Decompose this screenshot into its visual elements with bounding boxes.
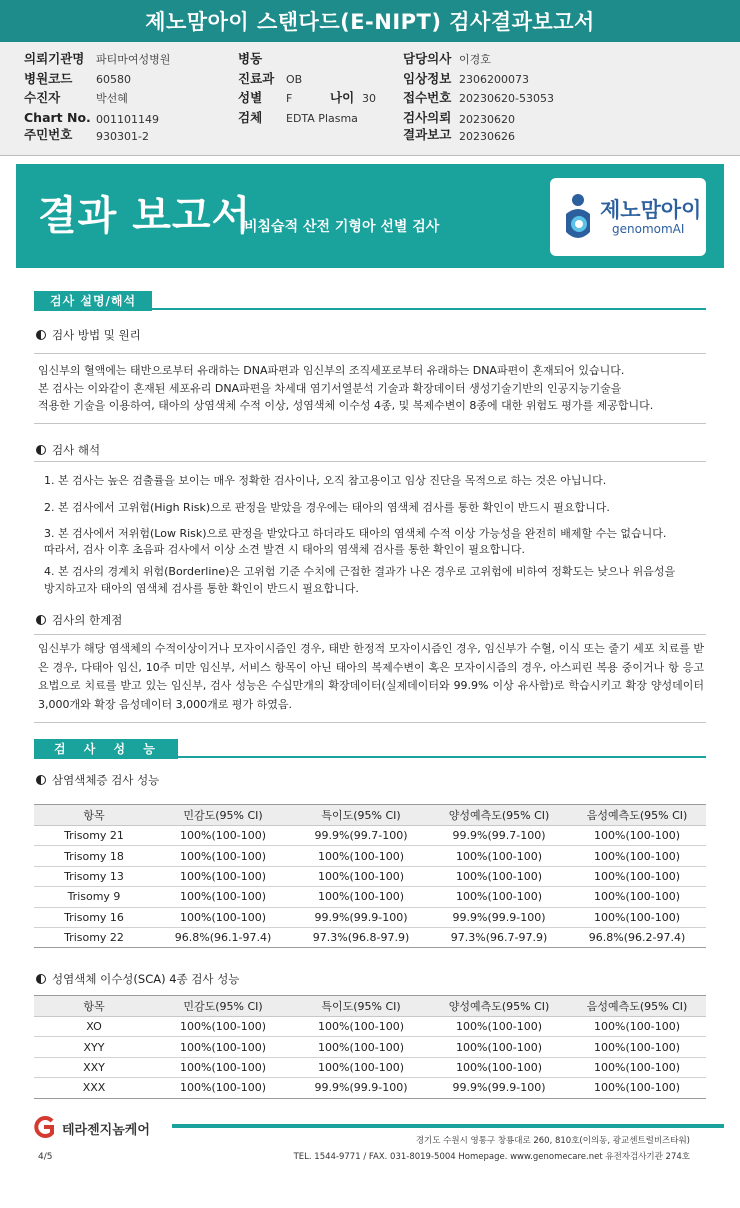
column-header: 항목 bbox=[34, 996, 154, 1017]
table-cell: 100%(100-100) bbox=[292, 846, 430, 866]
info-value: 30 bbox=[362, 92, 376, 105]
table-cell: 100%(100-100) bbox=[154, 846, 292, 866]
table-cell: 100%(100-100) bbox=[154, 1017, 292, 1037]
footer-divider bbox=[172, 1124, 724, 1128]
info-value: 2306200073 bbox=[459, 73, 529, 86]
logo-text-en: genomomAI bbox=[612, 222, 685, 236]
info-value: 60580 bbox=[96, 73, 131, 86]
report-title-bar bbox=[0, 0, 740, 42]
table-row bbox=[34, 826, 706, 846]
table-cell: 100%(100-100) bbox=[292, 1037, 430, 1057]
table-cell: 100%(100-100) bbox=[568, 866, 706, 886]
info-label: 담당의사 bbox=[403, 51, 452, 66]
info-value: OB bbox=[286, 73, 303, 86]
table-cell: 100%(100-100) bbox=[568, 1078, 706, 1098]
info-value: 20230626 bbox=[459, 130, 515, 143]
genomom-logo bbox=[550, 178, 706, 256]
table-cell: XXX bbox=[34, 1078, 154, 1098]
method-paragraph bbox=[38, 362, 708, 415]
table-cell: 100%(100-100) bbox=[292, 1017, 430, 1037]
table-cell: XYY bbox=[34, 1037, 154, 1057]
table-cell: Trisomy 13 bbox=[34, 866, 154, 886]
sca-performance-table bbox=[34, 995, 706, 1099]
subtitle-text: 삼염색체증 검사 성능 bbox=[52, 773, 160, 787]
table-cell: 100%(100-100) bbox=[154, 1078, 292, 1098]
column-header: 특이도(95% CI) bbox=[292, 805, 430, 826]
method-subtitle bbox=[36, 327, 141, 343]
result-banner bbox=[16, 164, 724, 268]
table-cell: 100%(100-100) bbox=[568, 846, 706, 866]
table-cell: 100%(100-100) bbox=[430, 846, 568, 866]
info-label: 수진자 bbox=[24, 90, 61, 105]
table-cell: 100%(100-100) bbox=[154, 826, 292, 846]
table-cell: 100%(100-100) bbox=[154, 866, 292, 886]
table-cell: 99.9%(99.9-100) bbox=[430, 907, 568, 927]
info-label: 검사의뢰 bbox=[403, 110, 452, 125]
table-cell: 100%(100-100) bbox=[430, 887, 568, 907]
info-label: 결과보고 bbox=[403, 127, 452, 142]
divider bbox=[34, 722, 706, 723]
info-value: 박선혜 bbox=[96, 92, 128, 105]
table-cell: 97.3%(96.8-97.9) bbox=[292, 927, 430, 947]
column-header: 항목 bbox=[34, 805, 154, 826]
divider bbox=[34, 461, 706, 462]
banner-subtitle: 비침습적 산전 기형아 선별 검사 bbox=[244, 219, 440, 235]
company-name: 테라젠지놈케어 bbox=[62, 1123, 150, 1138]
table-cell: XXY bbox=[34, 1057, 154, 1077]
table-cell: 100%(100-100) bbox=[292, 866, 430, 886]
table-cell: 100%(100-100) bbox=[568, 1037, 706, 1057]
table-cell: Trisomy 21 bbox=[34, 826, 154, 846]
interpretation-subtitle bbox=[36, 442, 100, 458]
section-explanation-heading bbox=[34, 290, 706, 310]
info-label: 주민번호 bbox=[24, 127, 73, 142]
table-cell: 96.8%(96.1-97.4) bbox=[154, 927, 292, 947]
info-label: 나이 bbox=[330, 90, 355, 105]
trisomy-subtitle bbox=[36, 772, 159, 788]
half-circle-icon bbox=[36, 445, 46, 455]
info-value: 이경호 bbox=[459, 53, 491, 66]
list-item: 3. 본 검사에서 저위험(Low Risk)으로 판정을 받았다고 하더라도 태아의 염색체 수적 이상 가능성을 완전히 배제할 수는 없습니다. bbox=[44, 527, 667, 540]
half-circle-icon bbox=[36, 974, 46, 984]
table-row bbox=[34, 866, 706, 886]
table-row bbox=[34, 846, 706, 866]
table-row bbox=[34, 927, 706, 947]
trisomy-performance-table bbox=[34, 804, 706, 948]
table-cell: 99.9%(99.9-100) bbox=[430, 1078, 568, 1098]
half-circle-icon bbox=[36, 615, 46, 625]
company-logo-icon bbox=[32, 1116, 58, 1138]
table-row bbox=[34, 907, 706, 927]
table-cell: Trisomy 18 bbox=[34, 846, 154, 866]
table-cell: 100%(100-100) bbox=[568, 907, 706, 927]
list-item: 따라서, 검사 이후 초음파 검사에서 이상 소견 발견 시 태아의 염색체 검사를 통한 확인이 필요합니다. bbox=[44, 543, 525, 556]
page-number: 4/5 bbox=[38, 1152, 53, 1162]
table-header-row bbox=[34, 805, 706, 826]
table-cell: 96.8%(96.2-97.4) bbox=[568, 927, 706, 947]
info-label: 진료과 bbox=[238, 71, 275, 86]
info-value: EDTA Plasma bbox=[286, 112, 358, 125]
subtitle-text: 검사의 한계점 bbox=[52, 613, 123, 627]
info-label: 임상정보 bbox=[403, 71, 452, 86]
half-circle-icon bbox=[36, 775, 46, 785]
table-cell: 100%(100-100) bbox=[568, 826, 706, 846]
sca-subtitle bbox=[36, 971, 239, 987]
table-header-row bbox=[34, 996, 706, 1017]
divider bbox=[34, 634, 706, 635]
table-cell: 100%(100-100) bbox=[292, 887, 430, 907]
section-heading-label: 검사 설명/해석 bbox=[34, 291, 152, 311]
column-header: 민감도(95% CI) bbox=[154, 805, 292, 826]
table-cell: Trisomy 16 bbox=[34, 907, 154, 927]
table-cell: 100%(100-100) bbox=[430, 1017, 568, 1037]
info-label: 검체 bbox=[238, 110, 263, 125]
table-cell: 100%(100-100) bbox=[154, 907, 292, 927]
info-value: 20230620 bbox=[459, 113, 515, 126]
table-cell: 99.9%(99.9-100) bbox=[292, 1078, 430, 1098]
section-performance-heading bbox=[34, 738, 706, 758]
paragraph-line: 본 검사는 이와같이 혼재된 세포유리 DNA파편을 차세대 염기서열분석 기술과 확장데이터 생성기술기반의 인공지능기술을 bbox=[38, 381, 622, 395]
table-row bbox=[34, 1057, 706, 1077]
info-value: 파티마여성병원 bbox=[96, 53, 171, 66]
divider bbox=[34, 423, 706, 424]
divider bbox=[34, 353, 706, 354]
table-cell: 100%(100-100) bbox=[154, 887, 292, 907]
info-label: Chart No. bbox=[24, 110, 91, 125]
info-label: 접수번호 bbox=[403, 90, 452, 105]
table-cell: 100%(100-100) bbox=[430, 1057, 568, 1077]
info-value: 20230620-53053 bbox=[459, 92, 554, 105]
logo-text-ko: 제노맘아이 bbox=[600, 198, 702, 222]
list-item: 4. 본 검사의 경계치 위험(Borderline)은 고위험 기준 수치에 근접한 결과가 나온 경우로 고위험에 비하여 정확도는 낮으나 위음성을 bbox=[44, 565, 676, 578]
table-cell: 99.9%(99.9-100) bbox=[292, 907, 430, 927]
patient-info-panel bbox=[0, 42, 740, 156]
table-row bbox=[34, 1078, 706, 1098]
paragraph-line: 임신부의 혈액에는 태반으로부터 유래하는 DNA파편과 임신부의 조직세포로부터 유래하는 DNA파편이 혼재되어 있습니다. bbox=[38, 364, 625, 377]
table-cell: Trisomy 22 bbox=[34, 927, 154, 947]
footer-address: 경기도 수원시 영통구 창룡대로 260, 810호(이의동, 광교센트럴비즈타워) bbox=[415, 1136, 690, 1146]
table-row bbox=[34, 1017, 706, 1037]
table-cell: 99.9%(99.7-100) bbox=[292, 826, 430, 846]
info-value: 930301-2 bbox=[96, 130, 149, 143]
table-cell: 100%(100-100) bbox=[292, 1057, 430, 1077]
table-cell: 100%(100-100) bbox=[430, 1037, 568, 1057]
banner-title: 결과 보고서 bbox=[38, 193, 252, 239]
column-header: 민감도(95% CI) bbox=[154, 996, 292, 1017]
table-row bbox=[34, 1037, 706, 1057]
footer-contact: TEL. 1544-9771 / FAX. 031-8019-5004 Homepage. www.genomecare.net 유전자검사기관 274호 bbox=[293, 1152, 690, 1162]
table-row bbox=[34, 887, 706, 907]
table-cell: 100%(100-100) bbox=[568, 1057, 706, 1077]
list-item: 방지하고자 태아의 염색체 검사를 통한 확인이 반드시 필요합니다. bbox=[44, 582, 359, 595]
column-header: 양성예측도(95% CI) bbox=[430, 805, 568, 826]
table-cell: 100%(100-100) bbox=[568, 887, 706, 907]
column-header: 양성예측도(95% CI) bbox=[430, 996, 568, 1017]
table-cell: 100%(100-100) bbox=[430, 866, 568, 886]
table-cell: XO bbox=[34, 1017, 154, 1037]
limitation-paragraph: 임신부가 해당 염색체의 수적이상이거나 모자이시즘인 경우, 태반 한정적 모자이시즘인 경우, 임신부가 수혈, 이식 또는 줄기 세포 치료를 받은 경우, 다태아 임신, 10주 미만 임신부, 서비스 항목이 아닌 태아의 복제수변이 혹은 모자이시즘의 경우, 아스피린 복용 중이거나 항 응고 요법으로 치료를 받고 있는 임신부, 검사 성능은 수십만개의 확장데이터(실제데이터와 99.9% 이상 유사함)로 학습시키고 확장 양성데이터 3,000개와 확장 음성데이터 3,000개로 평가 하였음. bbox=[38, 642, 704, 711]
table-cell: 97.3%(96.7-97.9) bbox=[430, 927, 568, 947]
column-header: 특이도(95% CI) bbox=[292, 996, 430, 1017]
subtitle-text: 성염색체 이수성(SCA) 4종 검사 성능 bbox=[52, 972, 240, 986]
column-header: 음성예측도(95% CI) bbox=[568, 996, 706, 1017]
limitation-subtitle bbox=[36, 612, 122, 628]
info-value: F bbox=[286, 92, 293, 105]
mother-baby-icon bbox=[560, 192, 596, 244]
report-title: 제노맘아이 스탠다드(E-NIPT) 검사결과보고서 bbox=[145, 10, 595, 34]
info-label: 의뢰기관명 bbox=[24, 51, 85, 66]
list-item: 2. 본 검사에서 고위험(High Risk)으로 판정을 받았을 경우에는 태아의 염색체 검사를 통한 확인이 반드시 필요합니다. bbox=[44, 501, 610, 514]
info-label: 병동 bbox=[238, 51, 263, 66]
info-value: 001101149 bbox=[96, 113, 159, 126]
info-label: 성별 bbox=[238, 90, 263, 105]
table-cell: 100%(100-100) bbox=[154, 1057, 292, 1077]
half-circle-icon bbox=[36, 330, 46, 340]
table-cell: Trisomy 9 bbox=[34, 887, 154, 907]
table-cell: 100%(100-100) bbox=[154, 1037, 292, 1057]
paragraph-line: 적용한 기술을 이용하여, 태아의 상염색체 수적 이상, 성염색체 이수성 4종, 및 복제수변이 8종에 대한 위험도 평가를 제공합니다. bbox=[38, 399, 654, 412]
section-heading-label: 검 사 성 능 bbox=[34, 739, 178, 759]
info-label: 병원코드 bbox=[24, 71, 73, 86]
list-item: 1. 본 검사는 높은 검출률을 보이는 매우 정확한 검사이나, 오직 참고용이고 임상 진단을 목적으로 하는 것은 아닙니다. bbox=[44, 474, 607, 487]
column-header: 음성예측도(95% CI) bbox=[568, 805, 706, 826]
subtitle-text: 검사 방법 및 원리 bbox=[52, 328, 141, 342]
table-cell: 100%(100-100) bbox=[568, 1017, 706, 1037]
table-cell: 99.9%(99.7-100) bbox=[430, 826, 568, 846]
subtitle-text: 검사 해석 bbox=[52, 443, 101, 457]
company-logo bbox=[32, 1116, 150, 1142]
